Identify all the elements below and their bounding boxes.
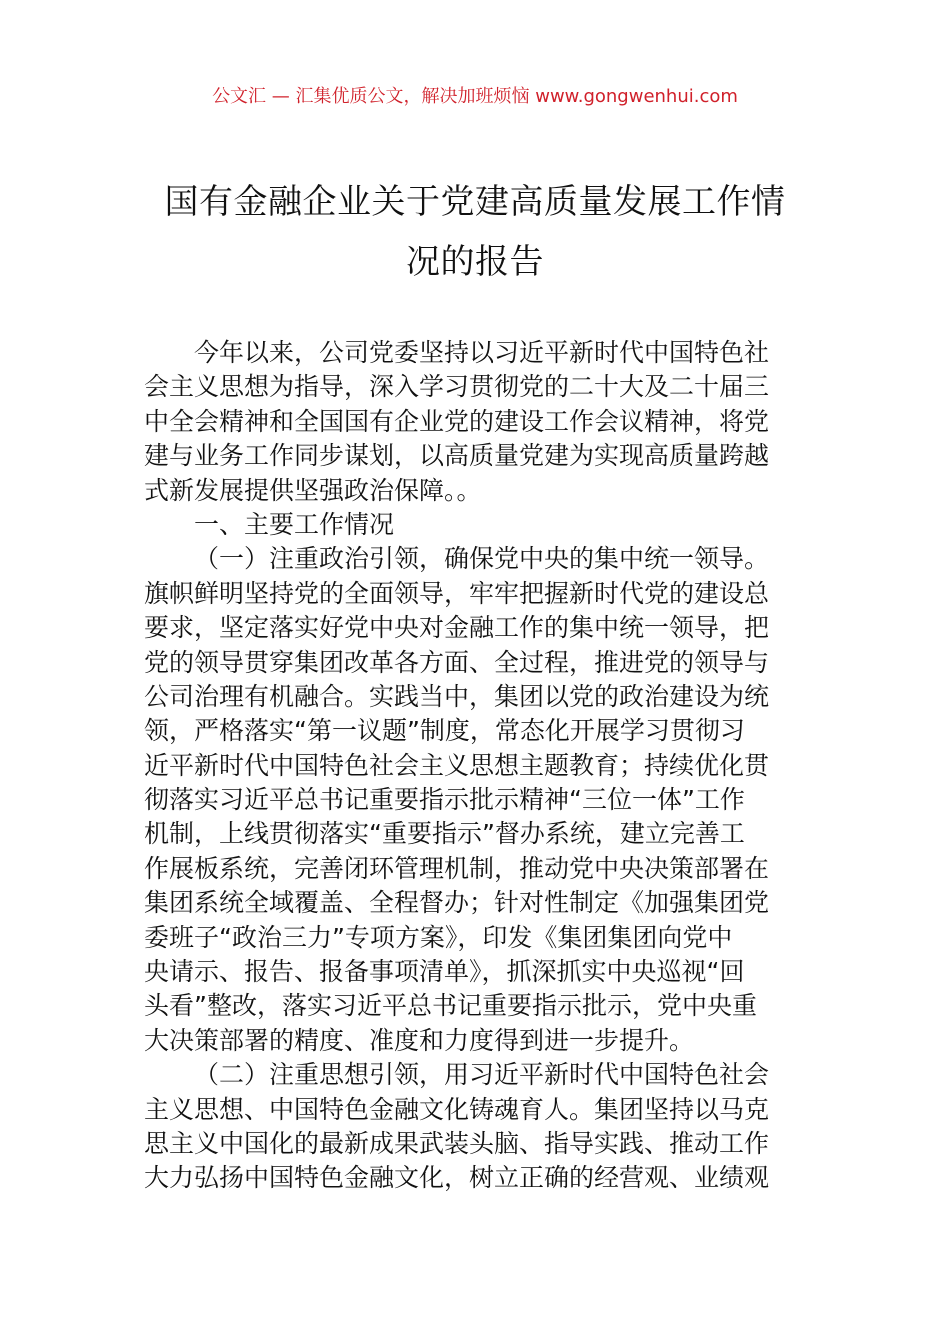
body-line: 会主义思想为指导，深入学习贯彻党的二十大及二十届三 xyxy=(144,372,770,402)
body-line: 近平新时代中国特色社会主义思想主题教育；持续优化贯 xyxy=(144,750,770,780)
document-body xyxy=(144,336,808,1196)
document-title xyxy=(140,172,810,292)
body-line: 主义思想、中国特色金融文化铸魂育人。集团坚持以马克 xyxy=(144,1094,770,1124)
body-line: 集团系统全域覆盖、全程督办；针对性制定《加强集团党 xyxy=(144,888,770,918)
title-line: 况的报告 xyxy=(406,242,544,282)
body-line: 党的领导贯穿集团改革各方面、全过程，推进党的领导与 xyxy=(144,647,770,677)
body-line: 式新发展提供坚强政治保障。。 xyxy=(144,475,482,505)
body-line: 央请示、报告、报备事项清单》，抓深抓实中央巡视“回 xyxy=(144,957,745,987)
body-line: 领，严格落实“第一议题”制度，常态化开展学习贯彻习 xyxy=(144,716,745,746)
body-line: （一）注重政治引领，确保党中央的集中统一领导。 xyxy=(194,544,770,574)
body-line: 作展板系统，完善闭环管理机制，推动党中央决策部署在 xyxy=(144,853,770,883)
site-banner: 公文汇 — 汇集优质公文，解决加班烦恼 www.gongwenhui.com xyxy=(212,86,738,107)
body-line: 建与业务工作同步谋划，以高质量党建为实现高质量跨越 xyxy=(144,441,770,471)
body-line: 一、主要工作情况 xyxy=(194,509,395,539)
body-line: 机制，上线贯彻落实“重要指示”督办系统，建立完善工 xyxy=(144,819,745,849)
body-line: （二）注重思想引领，用习近平新时代中国特色社会 xyxy=(194,1060,770,1090)
body-line: 大力弘扬中国特色金融文化，树立正确的经营观、业绩观 xyxy=(144,1163,770,1193)
title-line: 国有金融企业关于党建高质量发展工作情 xyxy=(164,182,786,222)
body-line: 旗帜鲜明坚持党的全面领导，牢牢把握新时代党的建设总 xyxy=(144,578,770,608)
body-line: 委班子“政治三力”专项方案》，印发《集团集团向党中 xyxy=(144,922,733,952)
body-line: 彻落实习近平总书记重要指示批示精神“三位一体”工作 xyxy=(144,785,745,815)
body-line: 头看”整改，落实习近平总书记重要指示批示，党中央重 xyxy=(144,991,757,1021)
body-line: 思主义中国化的最新成果武装头脑、指导实践、推动工作 xyxy=(144,1128,770,1158)
body-line: 中全会精神和全国国有企业党的建设工作会议精神，将党 xyxy=(144,406,770,436)
body-line: 大决策部署的精度、准度和力度得到进一步提升。 xyxy=(144,1025,695,1055)
body-line: 今年以来，公司党委坚持以习近平新时代中国特色社 xyxy=(194,338,770,367)
body-line: 要求，坚定落实好党中央对金融工作的集中统一领导，把 xyxy=(144,613,770,643)
body-line: 公司治理有机融合。实践当中，集团以党的政治建设为统 xyxy=(144,681,770,711)
